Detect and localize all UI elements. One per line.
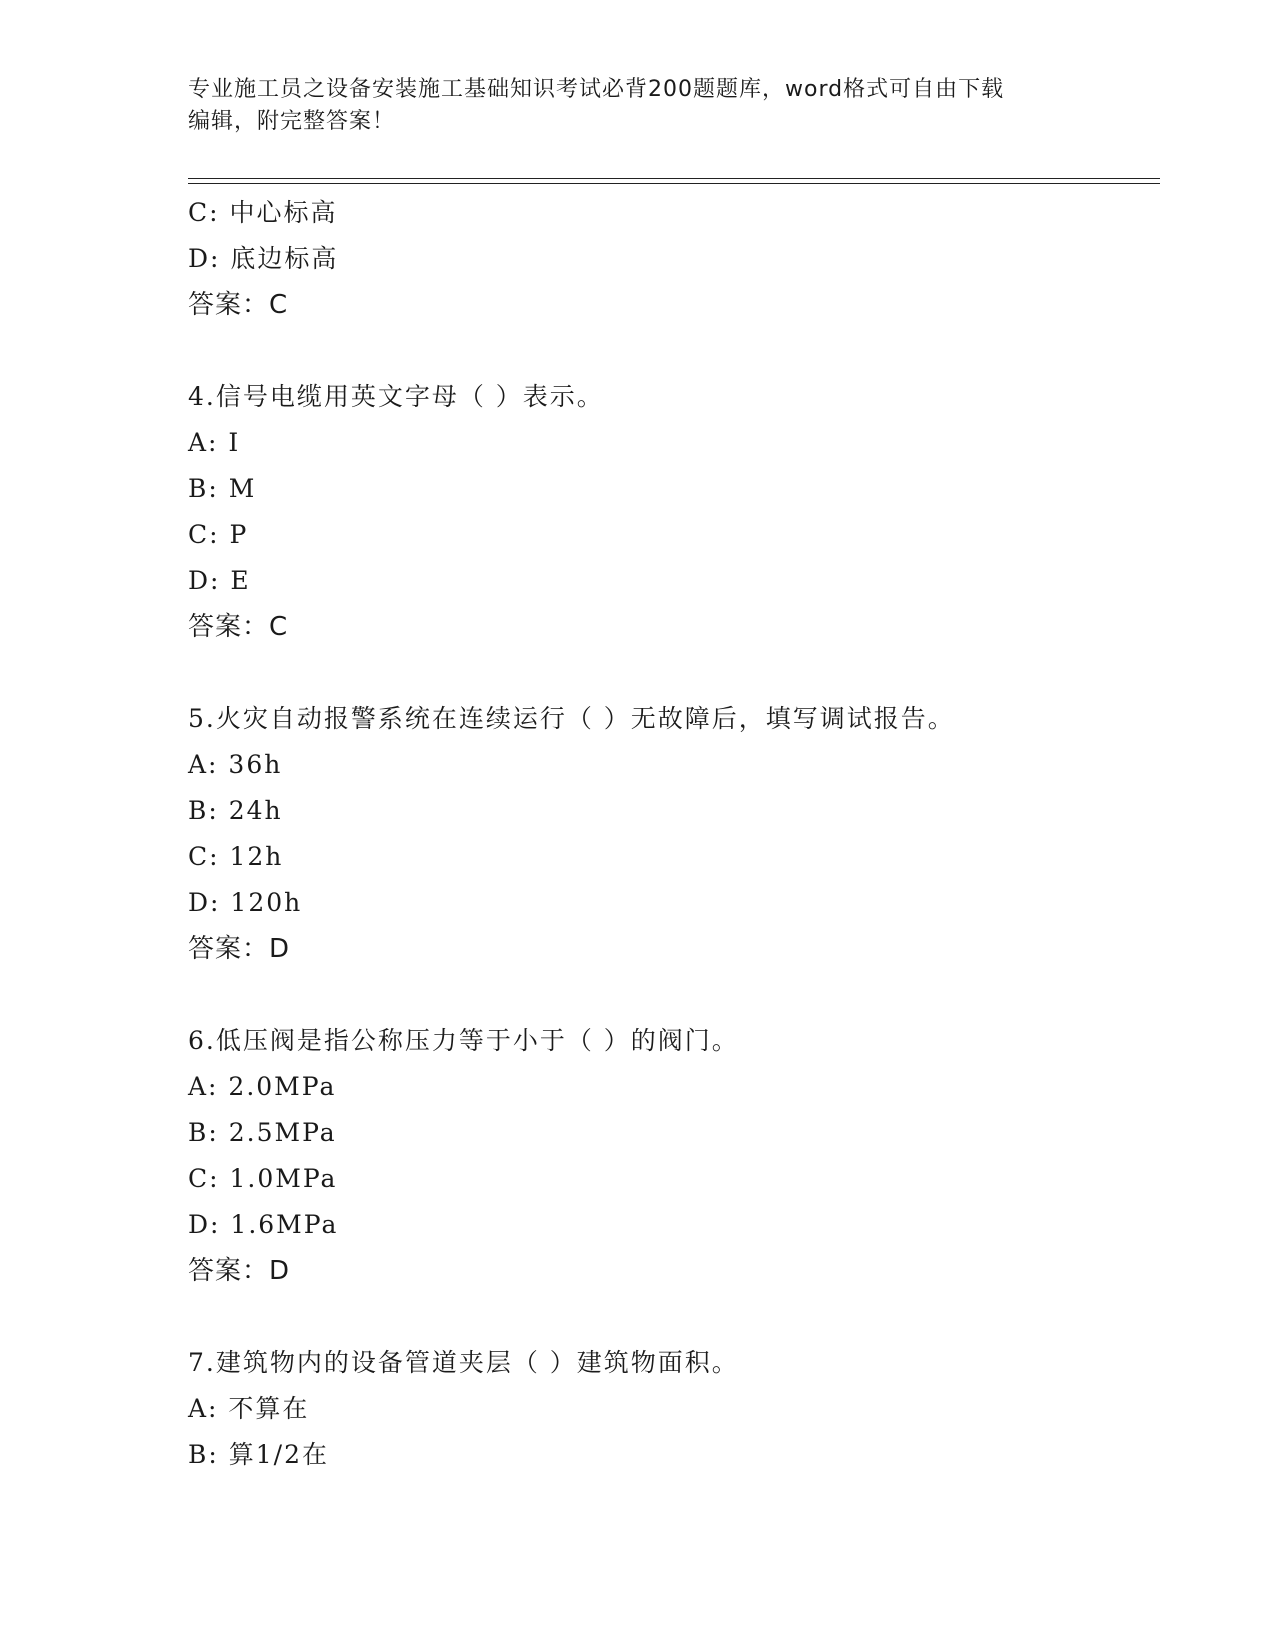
option-a: A: I [188, 428, 241, 457]
answer-line: 答案：D [188, 1256, 291, 1286]
question-text: 6.低压阀是指公称压力等于小于（ ）的阀门。 [188, 1026, 739, 1055]
option-a: A: 不算在 [188, 1394, 310, 1423]
header-line-2: 编辑，附完整答案！ [188, 109, 396, 134]
option-d: D: E [188, 566, 251, 595]
question-block [188, 696, 1148, 972]
option-d: D: 120h [188, 888, 303, 917]
option-a: A: 36h [188, 750, 283, 779]
option-a: A: 2.0MPa [188, 1072, 337, 1101]
option-d: D: 底边标高 [188, 244, 339, 273]
option-b: B: 2.5MPa [188, 1118, 337, 1147]
question-text: 7.建筑物内的设备管道夹层（ ）建筑物面积。 [188, 1348, 739, 1377]
option-b: B: M [188, 474, 257, 503]
header-double-rule [188, 178, 1160, 184]
option-c: C: 1.0MPa [188, 1164, 338, 1193]
header-line-1: 专业施工员之设备安装施工基础知识考试必背200题题库，word格式可自由下载 [188, 77, 1005, 102]
question-block [188, 374, 1148, 650]
answer-line: 答案：C [188, 612, 289, 642]
option-c: C: 12h [188, 842, 284, 871]
question-block [188, 1018, 1148, 1294]
option-b: B: 算1/2在 [188, 1440, 329, 1469]
question-list [188, 190, 1148, 1478]
option-c: C: 中心标高 [188, 198, 338, 227]
option-d: D: 1.6MPa [188, 1210, 339, 1239]
option-c: C: P [188, 520, 249, 549]
answer-line: 答案：D [188, 934, 291, 964]
question-block [188, 1340, 1148, 1478]
page-header [188, 74, 1088, 138]
answer-line: 答案：C [188, 290, 289, 320]
question-block [188, 190, 1148, 328]
question-text: 5.火灾自动报警系统在连续运行（ ）无故障后，填写调试报告。 [188, 704, 955, 733]
question-text: 4.信号电缆用英文字母（ ）表示。 [188, 382, 604, 411]
option-b: B: 24h [188, 796, 283, 825]
